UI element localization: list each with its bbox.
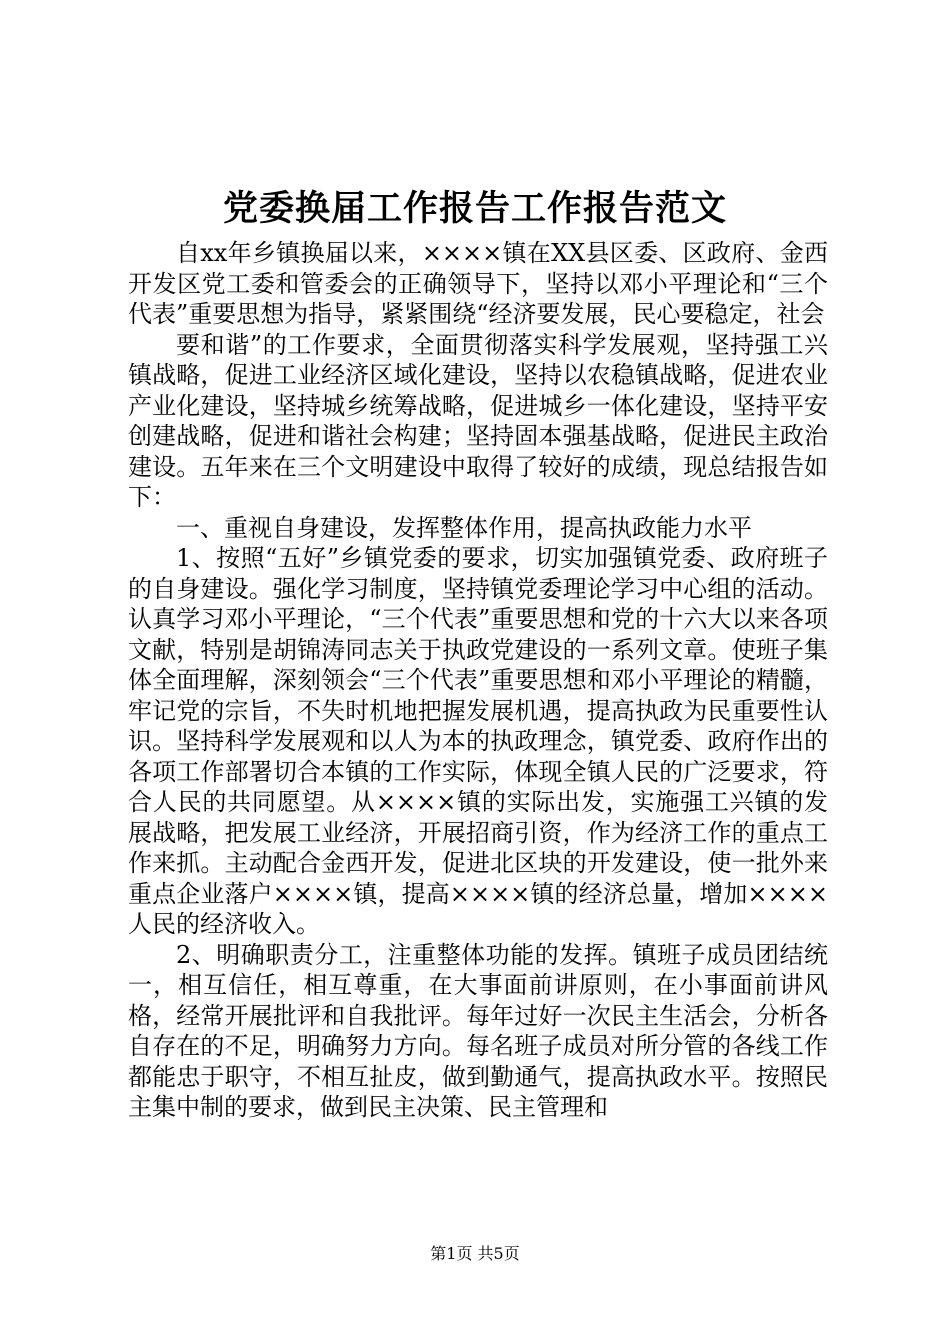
document-body: [128, 238, 828, 1123]
page-footer: 第1页 共5页: [430, 1244, 520, 1263]
document-title: 党委换届工作报告工作报告范文: [222, 188, 727, 229]
paragraph-intro-continued: 要和谐”的工作要求，全面贯彻落实科学发展观，坚持强工兴镇战略，促进工业经济区域化建设，坚持以农稳镇战略，促进农业产业化建设，坚持城乡统筹战略，促进城乡一体化建设，坚持平安创建战略，促进和谐社会构建；坚持固本强基战略，促进民主政治建设。五年来在三个文明建设中取得了较好的成绩，现总结报告如下：: [128, 330, 828, 511]
section-heading: 一、重视自身建设，发挥整体作用，提高执政能力水平: [176, 513, 752, 542]
paragraph-item-1: 1、按照“五好”乡镇党委的要求，切实加强镇党委、政府班子的自身建设。强化学习制度，坚持镇党委理论学习中心组的活动。认真学习邓小平理论，“三个代表”重要思想和党的十六大以来各项文献，特别是胡锦涛同志关于执政党建设的一系列文章。使班子集体全面理解，深刻领会“三个代表”重要思想和邓小平理论的精髓，牢记党的宗旨，不失时机地把握发展机遇，提高执政为民重要性认识。坚持科学发展观和以人为本的执政理念，镇党委、政府作出的各项工作部署切合本镇的工作实际，体现全镇人民的广泛要求，符合人民的共同愿望。从××××镇的实际出发，实施强工兴镇的发展战略，把发展工业经济，开展招商引资，作为经济工作的重点工作来抓。主动配合金西开发，促进北区块的开发建设，使一批外来重点企业落户××××镇，提高××××镇的经济总量，增加××××人民的经济收入。: [128, 544, 828, 938]
paragraph-item-2: 2、明确职责分工，注重整体功能的发挥。镇班子成员团结统一，相互信任，相互尊重，在大事面前讲原则，在小事面前讲风格，经常开展批评和自我批评。每年过好一次民主生活会，分析各自存在的不足，明确努力方向。每名班子成员对所分管的各线工作都能忠于职守，不相互扯皮，做到勤通气，提高执政水平。按照民主集中制的要求，做到民主决策、民主管理和: [128, 940, 828, 1121]
paragraph-intro: 自xx年乡镇换届以来，××××镇在XX县区委、区政府、金西开发区党工委和管委会的正确领导下，坚持以邓小平理论和“三个代表”重要思想为指导，紧紧围绕“经济要发展，民心要稳定，社会: [128, 239, 828, 328]
